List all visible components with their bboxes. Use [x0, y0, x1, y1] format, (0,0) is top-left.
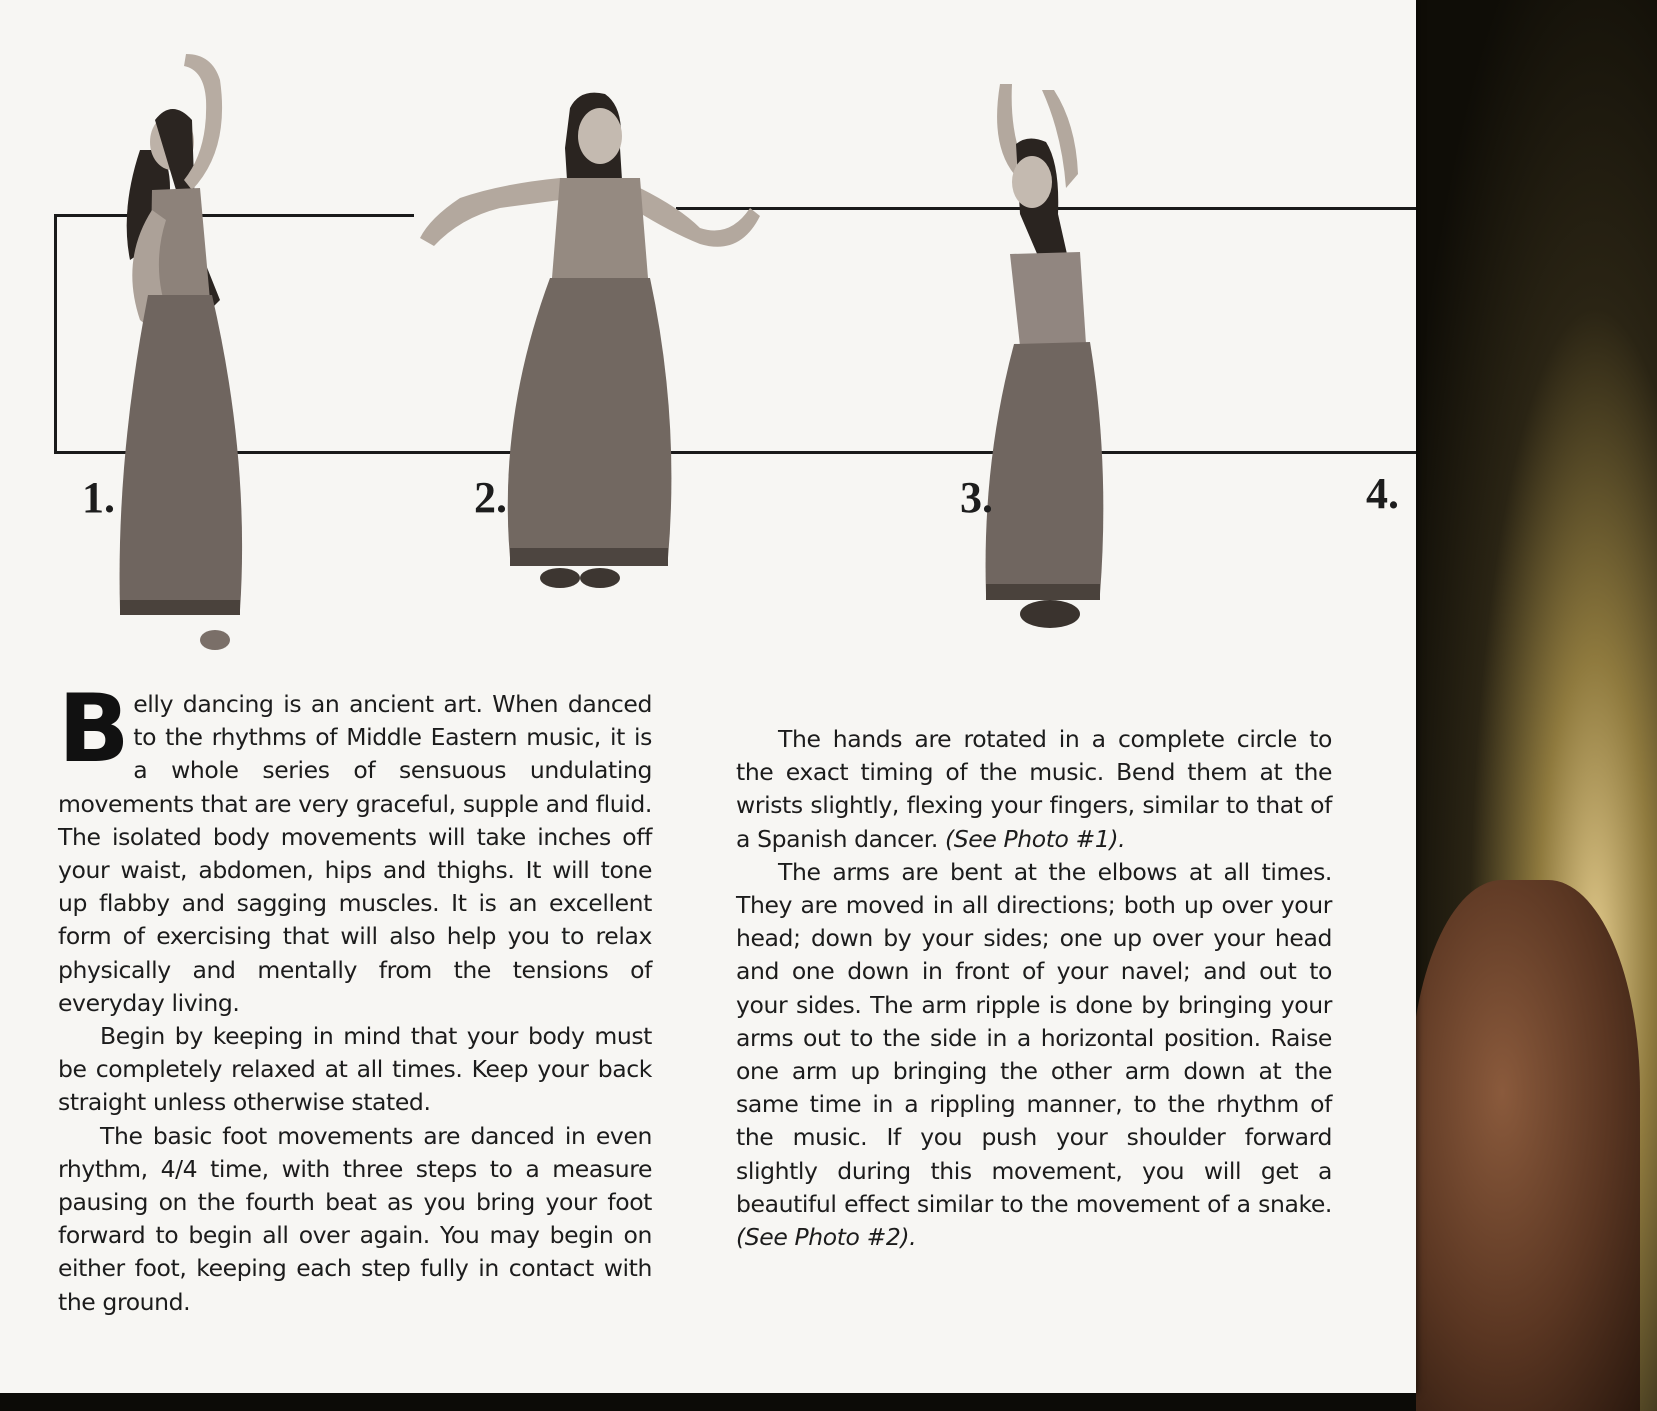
right-text-column [736, 723, 1332, 1254]
photo-2-reference: (See Photo #2). [736, 1223, 917, 1252]
intro-text: elly dancing is an ancient art. When danced to the rhythms of Middle Eastern music, it is a whole series of sensuous undulating movements that are very graceful, supple and fluid. The isolated body movements will take inches off your waist, abdomen, hips and thighs. It will tone up flabby and sagging muscles. It is an excellent form of exercising that will also help you to relax physically and mentally from the tensions of everyday living. [58, 690, 652, 1017]
frame-left-edge [54, 214, 57, 454]
dancer-photo-1 [100, 40, 280, 650]
hands-text: The hands are rotated in a complete circle to the exact timing of the music. Bend them at the wrists slightly, flexing your fingers, similar to that of a Spanish dancer. [736, 725, 1332, 853]
page-bottom-shadow [0, 1393, 1416, 1411]
photo-number-3: 3. [960, 473, 993, 522]
hands-paragraph [736, 723, 1332, 856]
photo-number-4: 4. [1366, 469, 1399, 518]
photo-1-reference: (See Photo #1). [944, 824, 1126, 853]
foot-movements-paragraph: The basic foot movements are danced in even rhythm, 4/4 time, with three steps to a measure pausing on the fourth beat as you bring your foot forward to begin all over again. You may begin on either foot, keeping each step fully in contact with the ground. [58, 1121, 652, 1316]
dancer-photo-3 [980, 84, 1150, 634]
drop-cap: B [58, 675, 130, 784]
relax-paragraph: Begin by keeping in mind that your body must be completely relaxed at all times. Keep your back straight unless otherwise stated. [58, 1022, 652, 1117]
dancer-photo-2 [420, 88, 780, 618]
intro-paragraph [58, 675, 652, 1020]
left-text-column [58, 675, 652, 1319]
holding-thumb [1410, 880, 1640, 1411]
photo-number-2: 2. [474, 473, 507, 522]
photo-number-1: 1. [82, 473, 115, 522]
arms-text: The arms are bent at the elbows at all times. They are moved in all directions; both up over your head; down by your sides; one up over your head and one down in front of your navel; and out to your sides. The arm ripple is done by bringing your arms out to the side in a horizontal position. Raise one arm up bringing the other arm down at the same time in a rippling manner, to the rhythm of the music. If you push your shoulder forward slightly during this movement, you will get a beautiful effect similar to the movement of a snake. [736, 857, 1332, 1218]
arms-paragraph [736, 856, 1332, 1254]
